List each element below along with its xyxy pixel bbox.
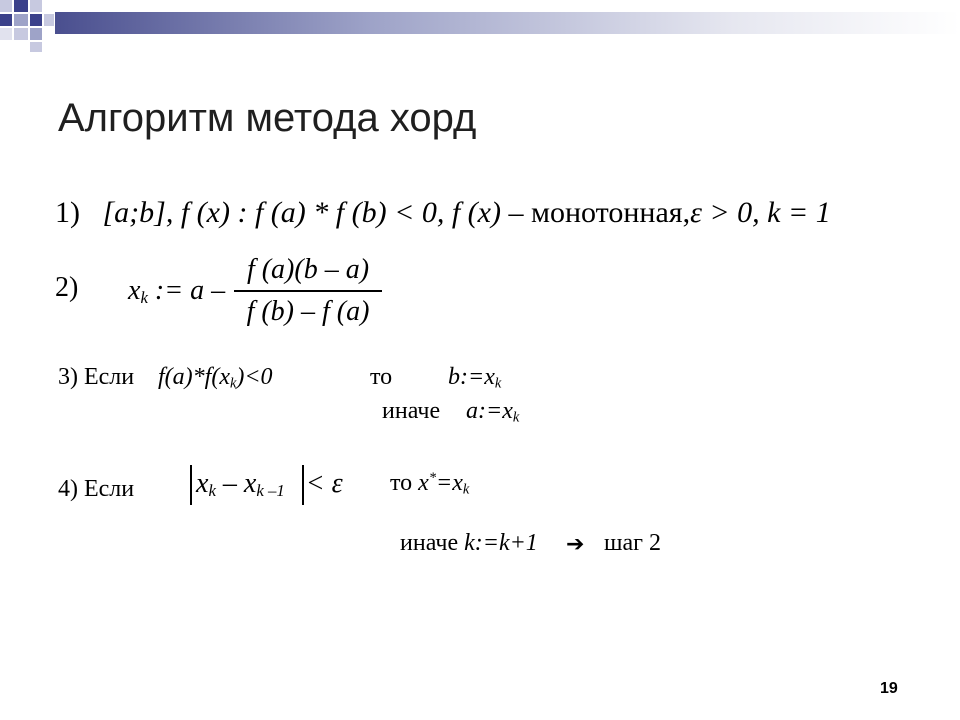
step-1-condition: f (x) : f (a) * f (b) < 0, f (x) – xyxy=(180,196,524,229)
step-3-else-sub: k xyxy=(512,409,520,426)
step-4-x2: x xyxy=(243,468,257,499)
step-4-x2-sub: k –1 xyxy=(256,481,285,501)
step-4-else-word: иначе xyxy=(400,530,459,556)
step-4-then-sup: * xyxy=(428,470,437,487)
step-1-monotone: монотонная, xyxy=(530,196,691,229)
fraction-numerator: f (a)(b – a) xyxy=(246,254,370,285)
step-2-fraction xyxy=(232,254,384,328)
step-2-lhs xyxy=(128,275,225,307)
step-3-then: то xyxy=(370,364,393,390)
right-arrow-icon: ➔ xyxy=(566,532,585,557)
step-2-x: x xyxy=(128,275,141,306)
step-4-x1-sub: k xyxy=(208,481,216,501)
step-3-cond-sub: k xyxy=(229,375,237,392)
step-4-then-sub: k xyxy=(462,481,470,498)
step-3-else-expr-main: a:=x xyxy=(466,398,513,424)
step-4-then-x: x xyxy=(418,470,429,496)
step-1-interval: [a;b], xyxy=(102,196,174,229)
step-3-then-expr-main: b:=x xyxy=(448,364,495,390)
step-3-then-sub: k xyxy=(494,375,502,392)
header-decoration xyxy=(0,0,960,60)
step-4-inequality xyxy=(196,468,343,500)
step-4-lt-eps: < ε xyxy=(305,468,343,499)
step-2-assign: := a – xyxy=(154,275,226,306)
step-4-else xyxy=(400,530,538,557)
step-4-then-rhs: =x xyxy=(436,470,463,496)
step-2-x-sub: k xyxy=(140,288,148,308)
step-3-cond-b: )<0 xyxy=(236,364,273,390)
fraction-denominator: f (b) – f (a) xyxy=(246,296,370,327)
step-3-cond-a: f(a)*f(x xyxy=(158,364,230,390)
step-4-prefix: 4) Если xyxy=(58,476,135,502)
step-4-else-expr: k:=k+1 xyxy=(464,530,538,556)
step-3-else-expr xyxy=(466,398,519,425)
step-3-condition xyxy=(158,364,273,391)
step-2-number: 2) xyxy=(55,272,79,303)
step-4-then xyxy=(390,470,469,497)
step-4-x1: x xyxy=(196,468,209,499)
step-3-else: иначе xyxy=(382,398,441,424)
step-1-number: 1) xyxy=(55,196,80,229)
step-1 xyxy=(55,196,831,230)
page-number: 19 xyxy=(880,680,898,697)
step-4-minus: – xyxy=(222,468,237,499)
step-3-then-expr xyxy=(448,364,501,391)
step-4-then-word: то xyxy=(390,470,413,496)
step-1-eps: ε > 0, xyxy=(690,196,760,229)
step-1-k: k = 1 xyxy=(767,196,831,229)
step-3-prefix: 3) Если xyxy=(58,364,135,390)
step-4-goto: шаг 2 xyxy=(604,530,661,556)
slide-title: Алгоритм метода хорд xyxy=(58,96,477,140)
